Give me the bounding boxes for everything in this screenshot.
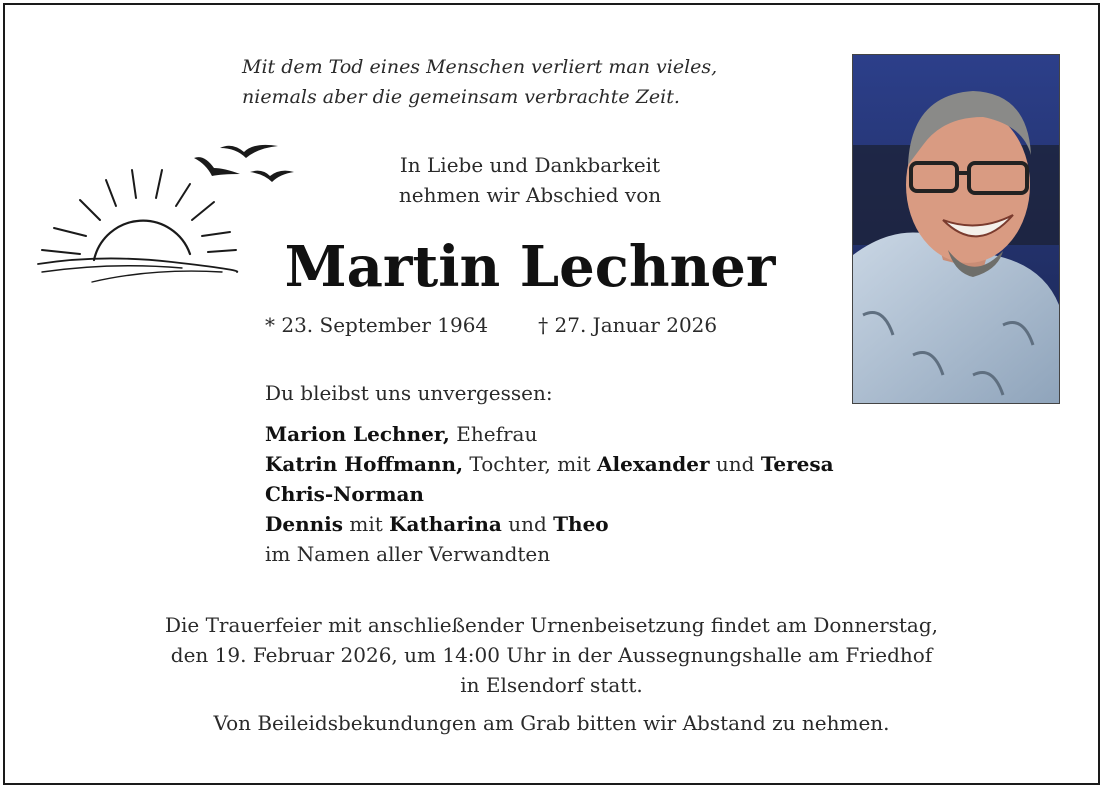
mourners-intro: Du bleibst uns unvergessen: xyxy=(265,381,553,405)
mourner-line xyxy=(265,479,834,509)
condolence-request: Von Beileidsbekundungen am Grab bitten wir Abstand zu nehmen. xyxy=(213,711,890,735)
portrait-photo xyxy=(852,54,1060,404)
mourner-name: Teresa xyxy=(760,452,834,476)
mourner-name: Marion Lechner, xyxy=(265,422,450,446)
ceremony-line-2: den 19. Februar 2026, um 14:00 Uhr in der Aussegnungshalle am Friedhof xyxy=(170,643,933,667)
ceremony-line-3: in Elsendorf statt. xyxy=(460,673,643,697)
mourner-relation: mit xyxy=(343,512,390,536)
mourner-name: Theo xyxy=(553,512,609,536)
memorial-quote xyxy=(242,52,717,112)
mourner-line xyxy=(265,539,834,569)
deceased-name: Martin Lechner xyxy=(284,234,776,300)
mourner-relation: Ehefrau xyxy=(449,422,538,446)
mourners-list xyxy=(265,419,834,569)
mourner-name: Katrin Hoffmann, xyxy=(265,452,464,476)
mourner-relation: im Namen aller Verwandten xyxy=(265,542,551,566)
birth-date: * 23. September 1964 xyxy=(265,313,489,337)
mourner-relation: und xyxy=(501,512,554,536)
mourner-relation: Tochter, mit xyxy=(463,452,598,476)
ceremony-notice xyxy=(40,610,1063,700)
intro-line-1: In Liebe und Dankbarkeit xyxy=(399,153,661,177)
mourner-line xyxy=(265,419,834,449)
life-dates xyxy=(265,310,717,340)
mourner-relation: und xyxy=(709,452,761,476)
mourner-name: Alexander xyxy=(597,452,710,476)
mourner-name: Chris-Norman xyxy=(265,482,424,506)
intro-line-2: nehmen wir Abschied von xyxy=(398,183,662,207)
mourner-name: Katharina xyxy=(389,512,502,536)
death-date: † 27. Januar 2026 xyxy=(538,313,718,337)
mourner-line xyxy=(265,449,834,479)
portrait-image xyxy=(853,55,1059,403)
farewell-intro xyxy=(330,150,730,210)
mourner-name: Dennis xyxy=(265,512,344,536)
mourner-line xyxy=(265,509,834,539)
quote-line-2: niemals aber die gemeinsam verbrachte Zeit. xyxy=(242,86,680,108)
quote-line-1: Mit dem Tod eines Menschen verliert man vieles, xyxy=(242,56,718,78)
ceremony-line-1: Die Trauerfeier mit anschließender Urnenbeisetzung findet am Donnerstag, xyxy=(164,613,939,637)
